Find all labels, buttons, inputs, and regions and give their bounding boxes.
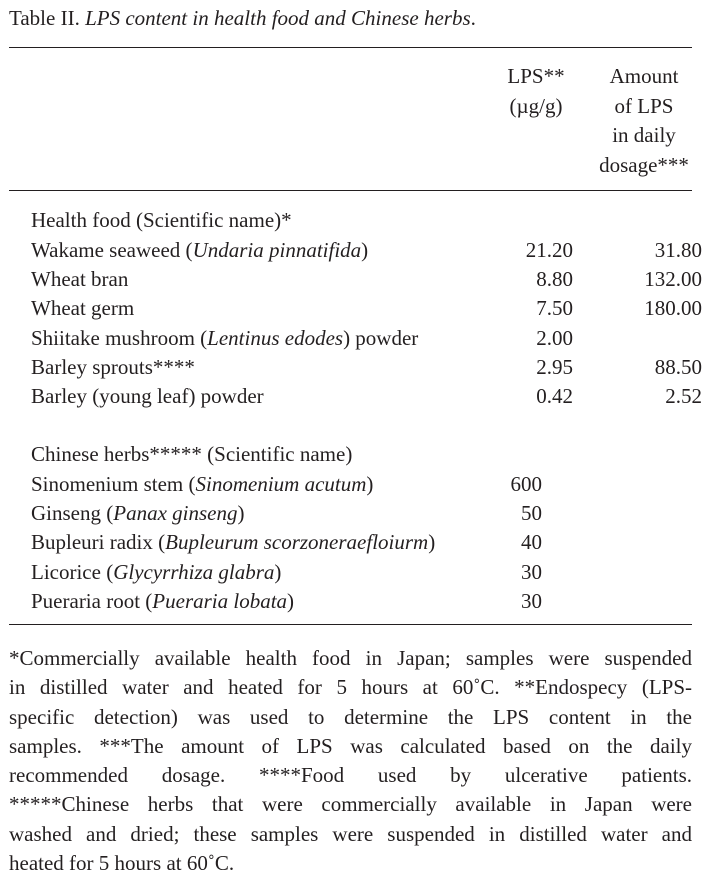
table-footnote — [9, 644, 692, 878]
row-name-text: Bupleuri radix ( — [31, 530, 166, 554]
footnote-line: samples. ***The amount of LPS was calculated based on the daily — [9, 733, 692, 758]
row-name-text: Wheat germ — [31, 296, 135, 320]
row-name-text: Ginseng ( — [31, 501, 114, 525]
footnote-line: *Commercially available health food in Japan; samples were suspended — [9, 646, 692, 670]
row-lps-value: 0.42 — [536, 384, 573, 408]
table-row — [0, 528, 706, 557]
row-scientific-name: Undaria pinnatifida — [192, 238, 362, 262]
row-amount-value: 2.52 — [665, 384, 702, 408]
row-name — [31, 587, 294, 616]
row-name-suffix: ) — [274, 560, 282, 584]
row-name-text: Sinomenium stem ( — [31, 472, 196, 496]
table-row — [0, 470, 706, 499]
row-scientific-name: Pueraria lobata — [152, 589, 288, 613]
row-name-suffix: ) — [366, 472, 374, 496]
table-row — [0, 558, 706, 587]
column-header-line: (µg/g) — [509, 93, 563, 118]
table-caption — [9, 4, 476, 32]
footnote-line: specific detection) was used to determine the LPS content in the — [9, 704, 692, 729]
footnote-line: washed and dried; these samples were suspended in distilled water and — [9, 821, 692, 846]
row-name-text: Pueraria root ( — [31, 589, 153, 613]
table-row — [0, 294, 706, 323]
row-amount-value: 88.50 — [654, 355, 702, 379]
header-rule — [9, 190, 692, 191]
row-lps-value: 40 — [521, 530, 542, 554]
footnote-line: heated for 5 hours at 60˚C. — [9, 851, 235, 876]
row-name — [31, 528, 435, 557]
bottom-rule — [9, 624, 692, 625]
row-name-text: Shiitake mushroom ( — [31, 326, 208, 350]
row-name — [31, 294, 134, 323]
row-name — [31, 353, 195, 382]
column-header-line: in daily — [612, 123, 676, 147]
row-lps-value: 600 — [510, 472, 542, 496]
column-header-lps — [493, 62, 579, 121]
row-lps-value: 8.80 — [536, 267, 573, 291]
row-name — [31, 470, 373, 499]
row-name-suffix: ) — [361, 238, 369, 262]
column-header-amount — [588, 62, 700, 180]
table-row — [0, 265, 706, 294]
row-lps-value: 2.00 — [536, 326, 573, 350]
caption-suffix: . — [470, 6, 476, 30]
row-amount-value: 31.80 — [654, 238, 702, 262]
row-name-suffix: ) — [428, 530, 436, 554]
column-header-line: of LPS — [614, 93, 674, 118]
table-row — [0, 324, 706, 353]
row-name — [31, 324, 418, 353]
row-name-text: Wheat bran — [31, 267, 129, 291]
row-name — [31, 265, 128, 294]
row-name-text: Barley (young leaf) powder — [31, 384, 264, 408]
row-lps-value: 50 — [521, 501, 542, 525]
row-scientific-name: Glycyrrhiza glabra — [113, 560, 275, 584]
row-name-text: Wakame seaweed ( — [31, 238, 193, 262]
row-name-suffix: ) — [287, 589, 295, 613]
footnote-line: *****Chinese herbs that were commercially available in Japan were — [9, 792, 692, 817]
row-name — [31, 236, 368, 265]
column-header-line: dosage*** — [599, 152, 689, 177]
row-name-suffix: ) — [237, 501, 245, 525]
row-name-text: Barley sprouts**** — [31, 355, 195, 379]
row-lps-value: 21.20 — [525, 238, 573, 262]
table-row — [0, 382, 706, 411]
footnote-line: in distilled water and heated for 5 hours at 60˚C. **Endospecy (LPS- — [9, 675, 692, 700]
column-header-line: Amount — [609, 64, 679, 88]
row-scientific-name: Bupleurum scorzoneraefloiurm — [165, 530, 429, 554]
table-row — [0, 353, 706, 382]
row-amount-value: 132.00 — [644, 267, 702, 291]
row-lps-value: 30 — [521, 589, 542, 613]
row-name-suffix: ) powder — [343, 326, 419, 350]
row-lps-value: 30 — [521, 560, 542, 584]
row-lps-value: 2.95 — [536, 355, 573, 379]
row-name-text: Licorice ( — [31, 560, 114, 584]
top-rule — [9, 47, 692, 48]
row-amount-value: 180.00 — [644, 296, 702, 320]
table-row — [0, 236, 706, 265]
caption-prefix: Table II. — [9, 6, 86, 30]
row-lps-value: 7.50 — [536, 296, 573, 320]
column-header-line: LPS** — [507, 64, 565, 88]
row-scientific-name: Lentinus edodes — [207, 326, 344, 350]
row-name — [31, 499, 244, 528]
row-name — [31, 558, 281, 587]
table-row — [0, 499, 706, 528]
section-label-chinese-herbs: Chinese herbs***** (Scientific name) — [31, 442, 353, 466]
caption-title: LPS content in health food and Chinese herbs — [85, 6, 471, 30]
footnote-line: recommended dosage. ****Food used by ulcerative patients. — [9, 763, 692, 788]
row-name — [31, 382, 264, 411]
section-label-health-food: Health food (Scientific name)* — [31, 208, 292, 232]
row-scientific-name: Panax ginseng — [113, 501, 238, 525]
table-row — [0, 587, 706, 616]
row-scientific-name: Sinomenium acutum — [195, 472, 367, 496]
